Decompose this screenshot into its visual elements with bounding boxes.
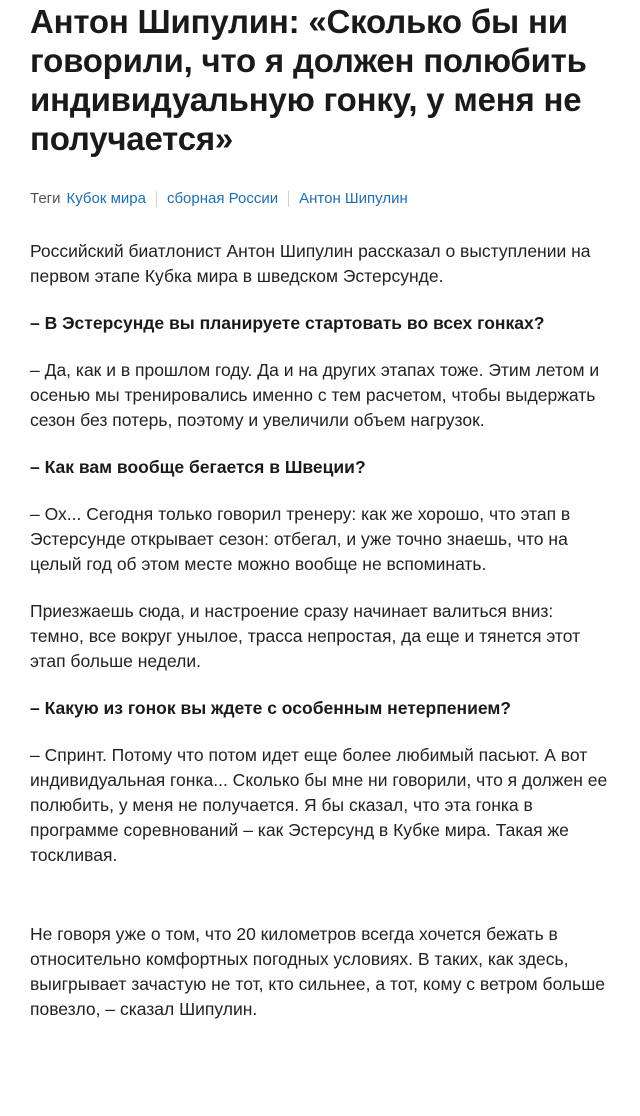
tag-divider (156, 191, 157, 207)
article-body (30, 239, 610, 1022)
paragraph: Не говоря уже о том, что 20 километров всегда хочется бежать в относительно комфортных погодных условиях. В таких, как здесь, выигрывает зачастую не тот, кто сильнее, а тот, кому с ветром больше повезло, – сказал Шипулин. (30, 924, 606, 1019)
tag-link-shipulin[interactable]: Антон Шипулин (299, 190, 408, 207)
tags-row (30, 189, 610, 209)
paragraph: – Ох... Сегодня только говорил тренеру: как же хорошо, что этап в Эстерсунде открывает сезон: отбегал, и уже точно знаешь, что на целый год об этом месте можно вообще не вспоминать. (30, 504, 571, 574)
paragraph: – Да, как и в прошлом году. Да и на других этапах тоже. Этим летом и осенью мы тренировались именно с тем расчетом, чтобы выдержать сезон без потерь, поэтому и увеличили объем нагрузок. (30, 360, 600, 430)
interview-question: – Какую из гонок вы ждете с особенным нетерпением? (30, 698, 511, 718)
paragraph: – Спринт. Потому что потом идет еще более любимый пасьют. А вот индивидуальная гонка... Сколько бы мне ни говорили, что я должен ее полюбить, у меня не получается. Я бы сказал, что эта гонка в программе соревнований – как Эстерсунд в Кубке мира. Такая же тоскливая. (30, 745, 608, 865)
interview-question: – В Эстерсунде вы планируете стартовать во всех гонках? (30, 313, 545, 333)
tag-link-russia-team[interactable]: сборная России (166, 190, 279, 207)
paragraph: Приезжаешь сюда, и настроение сразу начинает валиться вниз: темно, все вокруг унылое, трасса непростая, да еще и тянется этот этап больше недели. (30, 601, 581, 671)
interview-question: – Как вам вообще бегается в Швеции? (30, 457, 366, 477)
tag-link-world-cup[interactable]: Кубок мира (66, 190, 146, 207)
paragraph: Российский биатлонист Антон Шипулин рассказал о выступлении на первом этапе Кубка мира в шведском Эстерсунде. (30, 241, 591, 286)
article-title: Антон Шипулин: «Сколько бы ни говорили, что я должен полюбить индивидуальную гонку, у меня не получается» (30, 3, 587, 157)
tag-divider (288, 191, 289, 207)
tags-label: Теги (30, 190, 61, 207)
spacer (30, 890, 610, 922)
